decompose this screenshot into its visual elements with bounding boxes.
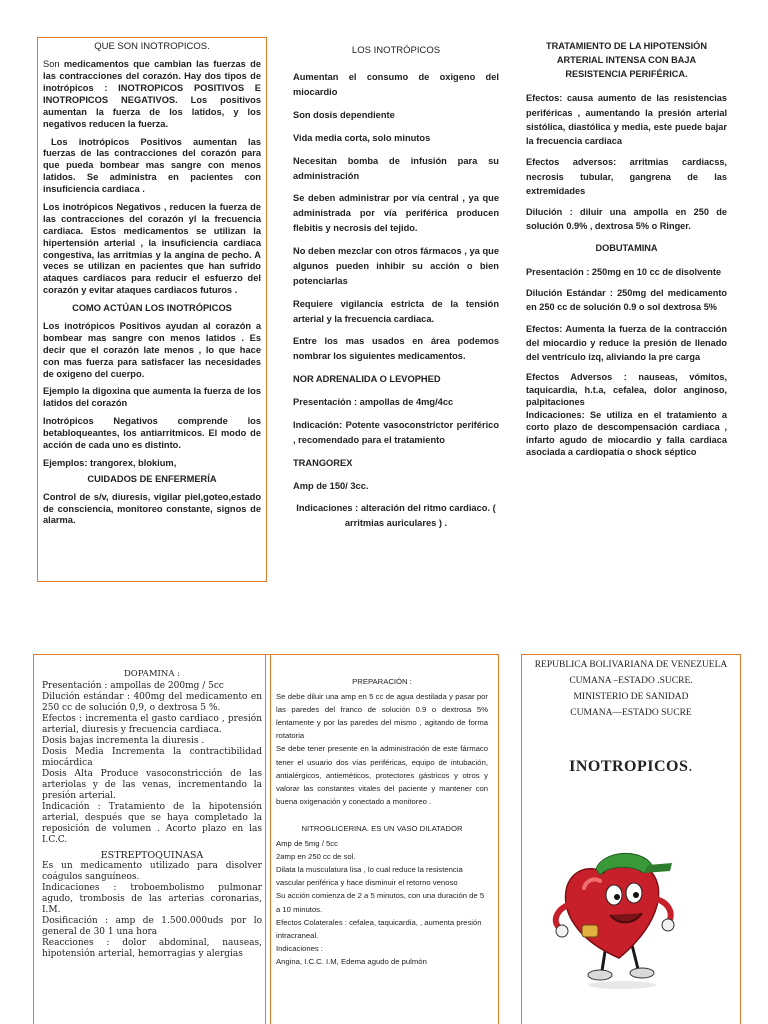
paragraph-bold: medicamentos que cambian las fuerzas de las contracciones del corazón. Hay dos tipos de inotrópicos : INOTROPICOS POSITIVOS E INOTROPICOS NEGATIVOS. Los positivos aumentan la fuerza de los latidos, y los negativos reducen la fuerza. [43,59,262,129]
section-title: CUIDADOS DE ENFERMERÍA [87,473,217,484]
cover-line: CUMANA—ESTADO SUCRE [570,708,692,719]
paragraph: Ejemplo la digoxina que aumenta la fuerza de los latidos del corazón [43,386,261,409]
panel-title: TRATAMIENTO DE LA HIPOTENSIÓN ARTERIAL INTENSA CON BAJA RESISTENCIA PERIFÉRICA. [546,41,707,79]
text-line: Dosificación : amp de 1.500.000uds por lo general de 30 1 una hora [42,916,262,938]
text-line: Se debe tener presente en la administración de este fármaco tener el usuario dos vías periféricas, equipo de intubación, antialérgicos, antieméticos, protectores gástricos y otros y valorar las constantes vitales del paciente y mantener con buena oxigenación y conectado a monitoreo . [276,744,488,806]
text-line: Se debe diluir una amp en 5 cc de agua destilada y pasar por las paredes del franco de solución 0.9 o dextrosa 5% lentamente y por las paredes del mismo , agitando de forma rotatoria [276,692,488,741]
paragraph: Ejemplos: trangorex, blokium, [43,457,177,468]
cover-line: CUMANA –ESTADO .SUCRE. [569,676,693,687]
text-line: 2amp en 250 cc de sol. [276,852,356,862]
list-item: Efectos: causa aumento de las resistencias periféricas , aumentando la presión arterial sistólica, diastólica y media, este puede bajar la frecuencia cardiaca [526,93,727,147]
text-line: Dosis Alta Produce vasoconstricción de las arteriolas y de las venas, incrementando la presión arterial. [42,769,262,802]
list-item: Vida media corta, solo minutos [293,132,431,143]
paragraph: Los inotrópicos Positivos aumentan las fuerzas de las contracciones del corazón para que pueda bombear mas sangre con menos latidos. Se administra en pacientes con insuficiencia cardiaca . [43,136,261,195]
text-line: Dosis bajas incrementa la diuresis . [42,736,205,747]
panel-tratamiento-hipotension [524,37,729,562]
list-item: Efectos: Aumenta la fuerza de la contracción del miocardio y reduce la presión de llenado del ventrículo izq, aliviando la pre carga [526,323,727,363]
text-line: Angina, I.C.C. I.M, Edema agudo de pulmón [276,956,427,966]
list-item: Indicación: Potente vasoconstrictor periférico , recomendado para el tratamiento [293,419,499,445]
list-item: Presentación : 250mg en 10 cc de disolvente [526,266,722,277]
text-line: Efectos : incrementa el gasto cardiaco , presión arterial, diuresis y frecuencia cardiaca. [42,714,262,736]
list-item: TRANGOREX [293,457,353,468]
paragraph: Los inotrópicos Negativos , reducen la fuerza de las contracciones del corazón yl la frecuencia cardiaca. Estos medicamentos se utilizan la hipertensión arterial , la insuficiencia cardiaca congestiva, las arritmias y la angina de pecho. A veces se utilizan en pacientes que han sufrido ataques cardiacos para reducir el esfuerzo del corazón y evitar ataques cardiacos futuros . [43,201,261,296]
list-item: Efectos adversos: arritmias cardiacss, necrosis tubular, gangrena de las extremidades [526,157,727,196]
panel-preparacion [265,654,499,1024]
text-line: Indicaciones : troboembolismo pulmonar agudo, trombosis de las arterias coronarias, I.M. [42,883,262,916]
text-line: Su acción comienza de 2 a 5 minutos, con una duración de 5 a 10 minutos. [276,891,485,914]
cover-title-dot: . [688,757,693,775]
text-line: Dilata la musculatura lisa , lo cual reduce la resistencia vascular periférica y hace disminuir el retorno venoso [276,865,463,888]
section-title: ESTREPTOQUINASA [100,849,204,861]
list-item: Necesitan bomba de infusión para su administración [293,155,499,181]
cover-title-word: INOTROPICOS [569,757,689,775]
list-item: Se deben administrar por vía central , ya que administrada por vía periférica producen flebitis y necrosis del tejido. [293,193,499,234]
panel-title: QUE SON INOTROPICOS. [94,41,210,52]
paragraph: Inotrópicos Negativos comprende los betabloqueantes, los antiarritmicos. El modo de acción de cada uno es distinto. [43,416,261,450]
panel-que-son-inotropicos [37,37,267,582]
list-item: NOR ADRENALIDA O LEVOPHED [293,374,441,385]
text-line: Indicación : Tratamiento de la hipotensión arterial, después que se haya completado la reposición de volumen . Acorto plazo en las I.C.C. [42,802,262,845]
list-item: Entre los mas usados en área podemos nombrar los siguientes medicamentos. [293,336,499,362]
section-title: NITROGLICERINA. ES UN VASO DILATADOR [301,823,463,833]
panel-cover [521,654,741,1024]
list-item: Son dosis dependiente [293,109,395,120]
section-title: COMO ACTÚAN LOS INOTRÓPICOS [72,303,232,314]
text-line: Reacciones : dolor abdominal, nauseas, hipotensión arterial, hemorragias y alergias [42,938,262,960]
panel-dopamina [33,654,271,1024]
list-item: Dilución : diluir una ampolla en 250 de solución 0.9% , dextrosa 5% o Ringer. [526,207,727,232]
paragraph [43,59,261,130]
list-item: Presentación : ampollas de 4mg/4cc [293,397,454,408]
list-item: No deben mezclar con otros fármacos , ya que algunos pueden inhibir su acción o bien potenciarlas [293,246,499,286]
cover-line: REPUBLICA BOLIVARIANA DE VENEZUELA [534,660,728,670]
text-line: Indicaciones : [276,943,324,953]
cover-title [522,758,740,776]
text-line: Presentación : ampollas de 200mg / 5cc [42,681,224,692]
list-item: Indicaciones : alteración del ritmo cardiaco. ( arritmias auriculares ) . [296,503,496,529]
list-item: Indicaciones: Se utiliza en el tratamiento a corto plazo de descompensación cardiaca , infarto agudo de miocardio y falla cardiaca asociada a cardiopatía o shock séptico [526,409,727,457]
section-title: DOBUTAMINA [595,242,658,253]
text-line: Es un medicamento utilizado para disolver coágulos sanguíneos. [42,861,262,883]
panel-title: DOPAMINA : [123,669,181,679]
list-item: Amp de 150/ 3cc. [293,480,369,491]
list-item: Dilución Estándar : 250mg del medicamento en 250 cc de solución 0.9 o sol dextrosa 5% [526,288,727,313]
cover-header [522,655,740,722]
text-line: Dilución estándar : 400mg del medicamento en 250 cc de solución 0,9, o dextrosa 5 %. [42,692,262,714]
panel-title: LOS INOTRÓPICOS [351,45,441,56]
list-item: Requiere vigilancia estricta de la tensión arterial y la frecuencia cardiaca. [293,298,499,324]
paragraph-lead: Son [43,59,64,70]
paragraph: Control de s/v, diuresis, vigilar piel,goteo,estado de consciencia, monitoreo constante, signos de alarma. [43,491,261,526]
text-line: Dosis Media Incrementa la contractibilidad miocárdica [42,747,262,769]
text-line: Amp de 5mg / 5cc [276,839,338,849]
panel-los-inotropicos [289,37,503,557]
list-item: Efectos Adversos : nauseas, vómitos, taquicardia, h.t.a, cefalea, dolor anginoso, palpitaciones [526,372,727,408]
cover-line: MINISTERIO DE SANIDAD [573,692,689,703]
list-item: Aumentan el consumo de oxigeno del miocardio [293,72,499,98]
text-line: Efectos Colaterales : cefalea, taquicardia, , aumenta presión intracraneal. [276,917,482,940]
heart-mascot-icon [544,833,694,993]
panel-title: PREPARACIÓN : [352,677,412,686]
paragraph: Los inotrópicos Positivos ayudan al corazón a bombear mas sangre con menos latidos . Es decir que el corazón late menos , lo que hace con mas fuerza para satisfacer las necesidades de oxigeno del cuerpo. [43,320,261,379]
